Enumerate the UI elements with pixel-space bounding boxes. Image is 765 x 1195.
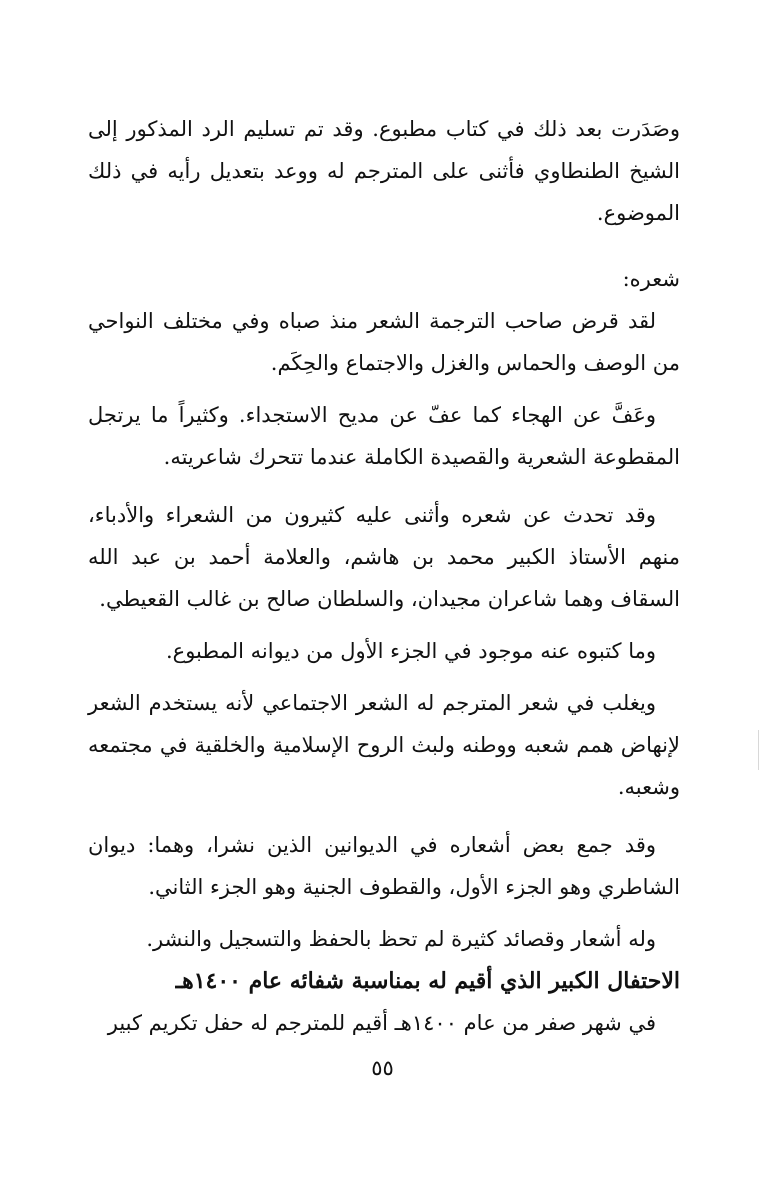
paragraph-collections: وقد جمع بعض أشعاره في الديوانين الذين نشرا، وهما: ديوان الشاطري وهو الجزء الأول، والقطوف الجنية وهو الجزء الثاني. [88,833,680,899]
paragraph-social-poetry: ويغلب في شعر المترجم له الشعر الاجتماعي لأنه يستخدم الشعر لإنهاض همم شعبه ووطنه ولبث الروح الإسلامية والخلقية في مجتمعه وشعبه. [88,691,680,799]
page-number: ٥٥ [371,1056,394,1080]
paragraph-satire: وعَفَّ عن الهجاء كما عفّ عن مديح الاستجداء. وكثيراً ما يرتجل المقطوعة الشعرية والقصيدة الكاملة عندما تتحرك شاعريته. [88,403,680,469]
paragraph-praise: وقد تحدث عن شعره وأثنى عليه كثيرون من الشعراء والأدباء، منهم الأستاذ الكبير محمد بن هاشم، والعلامة أحمد بن عبد الله السقاف وهما شاعران مجيدان، والسلطان صالح بن غالب القعيطي. [88,503,680,611]
section-heading-poetry: شعره: [622,267,680,291]
paragraph-celebration: في شهر صفر من عام ١٤٠٠هـ أقيم للمترجم له حفل تكريم كبير [107,1011,656,1035]
paragraph-diwan-reference: وما كتبوه عنه موجود في الجزء الأول من ديوانه المطبوع. [165,639,656,663]
paragraph-unpublished: وله أشعار وقصائد كثيرة لم تحظ بالحفظ والتسجيل والنشر. [146,927,656,951]
page-body [88,108,680,1044]
margin-mark [758,730,759,770]
paragraph-poetry-topics: لقد قرض صاحب الترجمة الشعر منذ صباه وفي مختلف النواحي من الوصف والحماس والغزل والاجتماع والحِكَم. [88,309,680,375]
paragraph-publication: وصَدَرت بعد ذلك في كتاب مطبوع. وقد تم تسليم الرد المذكور إلى الشيخ الطنطاوي فأثنى على المترجم له ووعد بتعديل رأيه في ذلك الموضوع. [88,117,680,225]
section-heading-celebration: الاحتفال الكبير الذي أقيم له بمناسبة شفائه عام ١٤٠٠هـ [175,968,680,994]
